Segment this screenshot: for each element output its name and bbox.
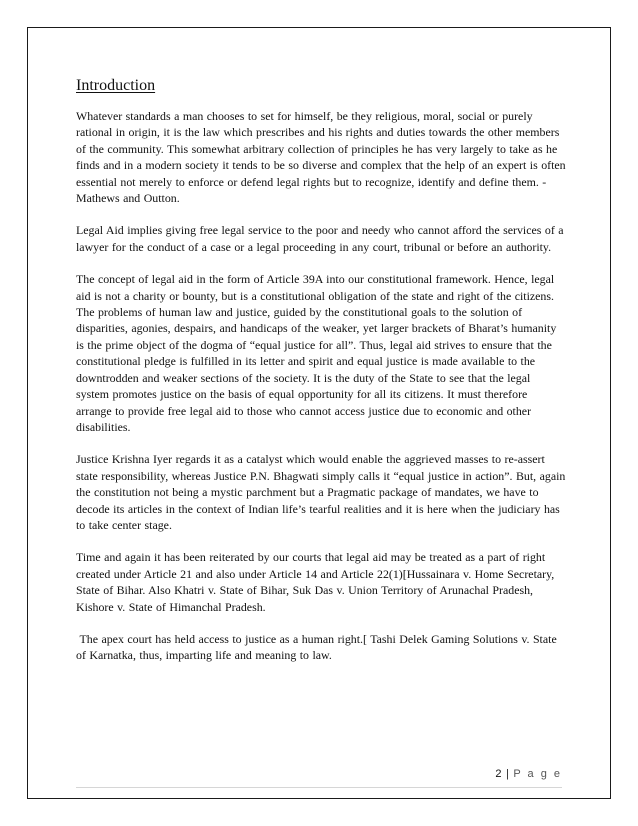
paragraph-5: Time and again it has been reiterated by our courts that legal aid may be treated as a part of right created under Article 21 and also under Article 14 and Article 22(1)[Hussainara v. Home Secretary, State of Bihar. Also Khatri v. State of Bihar, Suk Das v. Union Territory of Arunachal Pradesh, Kishore v. State of Himanchal Pradesh. xyxy=(76,550,555,614)
page-number: 2 xyxy=(495,768,502,780)
page-footer xyxy=(495,768,562,780)
paragraph-2: Legal Aid implies giving free legal service to the poor and needy who cannot afford the services of a lawyer for the conduct of a case or a legal proceeding in any court, tribunal or before an authority. xyxy=(76,223,564,254)
footer-separator: | xyxy=(505,768,510,780)
section-heading: Introduction xyxy=(76,77,156,94)
paragraph-6: The apex court has held access to justice as a human right.[ Tashi Delek Gaming Solutions v. State of Karnatka, thus, imparting life and meaning to law. xyxy=(76,631,561,663)
document-body xyxy=(76,76,566,680)
footer-rule xyxy=(76,787,562,788)
paragraph-4: Justice Krishna Iyer regards it as a catalyst which would enable the aggrieved masses to re-assert state responsibility, whereas Justice P.N. Bhagwati simply calls it “equal justice in action”. But, again the constitution not being a mystic parchment but a Pragmatic package of mandates, we have to decode its articles in the context of Indian life’s tearful realities and it is here when the judiciary has to take center stage. xyxy=(76,452,566,532)
paragraph-3: The concept of legal aid in the form of Article 39A into our constitutional framework. Hence, legal aid is not a charity or bounty, but is a constitutional obligation of the state and right of the citizens. The problems of human law and justice, guided by the constitutional goals to the solution of disparities, agonies, despairs, and handicaps of the weaker, yet larger brackets of Bharat’s humanity is the prime object of the dogma of “equal justice for all”. Thus, legal aid strives to ensure that the constitutional pledge is fulfilled in its letter and spirit and equal justice is made available to the downtrodden and weaker sections of the society. It is the duty of the State to see that the legal system promotes justice on the basis of equal opportunity for all its citizens. It must therefore arrange to provide free legal aid to those who cannot access justice due to economic and other disabilities. xyxy=(76,272,557,434)
paragraph-1: Whatever standards a man chooses to set for himself, be they religious, moral, social or purely rational in origin, it is the law which prescribes and his rights and duties towards the other members of the community. This somewhat arbitrary collection of principles he has very largely to take as he finds and in a modern society it tends to be so diverse and complex that the help of an expert is often essential not merely to enforce or defend legal rights but to recognize, identify and define them. -Mathews and Outton. xyxy=(76,109,566,206)
page-label: P a g e xyxy=(513,768,562,780)
